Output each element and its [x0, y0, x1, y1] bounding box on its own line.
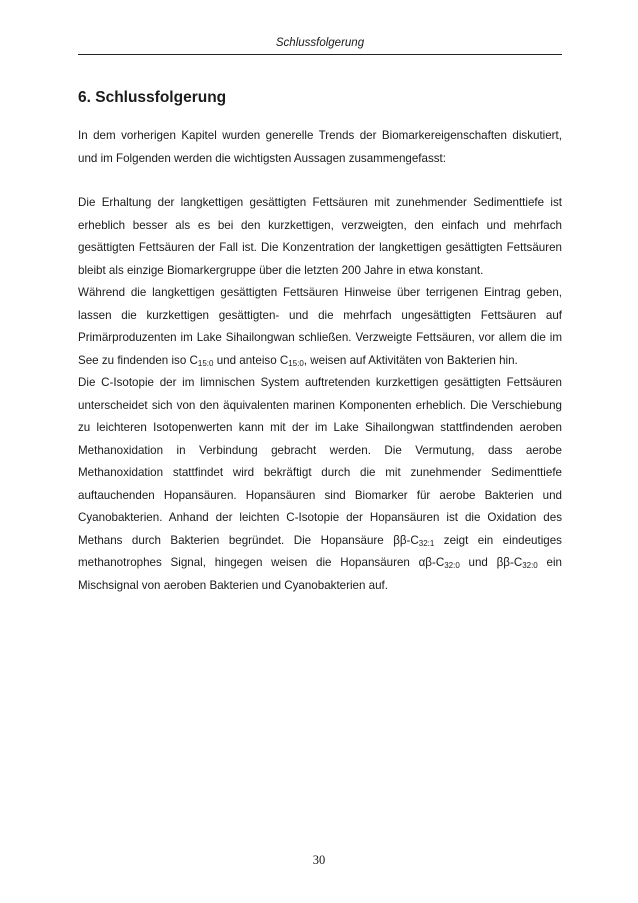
paragraph-1: Die Erhaltung der langkettigen gesättigten Fettsäuren mit zunehmender Sedimenttiefe ist erheblich besser als es bei den kurzkettigen, verzweigten, den einfach und mehrfach gesättigten Fettsäuren der Fall ist. Die Konzentration der langkettigen gesättigten Fettsäuren bleibt als einzige Biomarkergruppe über die letzten 200 Jahre in etwa konstant. [78, 196, 562, 277]
running-header: Schlussfolgerung [275, 37, 365, 49]
paragraph-3-text-b: zeigt ein eindeutiges methanotrophes Signal, hingegen weisen die Hopansäuren αβ-C [78, 533, 562, 569]
paragraph-2-text-c: , weisen auf Aktivitäten von Bakterien hin. [303, 353, 518, 367]
paragraph-intro: In dem vorherigen Kapitel wurden generelle Trends der Biomarkereigenschaften diskutiert, und im Folgenden werden die wichtigsten Aussagen zusammengefasst: [78, 129, 562, 165]
subscript-anteiso-c15: 15:0 [288, 358, 304, 368]
paragraph-3-text-a: Die C-Isotopie der im limnischen System auftretenden kurzkettigen gesättigten Fettsäuren unterscheidet sich von den äquivalenten marinen Komponenten erheblich. Die Verschiebung zu leichteren Isotopenwerten kann mit der im Lake Sihailongwan stattfindenden aeroben Methanoxidation in Verbindung gebracht werden. Die Vermutung, dass aerobe Methanoxidation stattfindet wird bekräftigt durch die mit zunehmender Sedimenttiefe auftauchenden Hopansäuren. Hopansäuren sind Biomarker für aerobe Bakterien und Cyanobakterien. Anhand der leichten C-Isotopie der Hopansäuren ist die Oxidation des Methans durch Bakterien begründet. Die Hopansäure ββ-C [78, 376, 562, 547]
paragraph-3 [78, 372, 562, 597]
paragraph-2 [78, 282, 562, 372]
paragraph-2-text-b: und anteiso C [213, 353, 289, 367]
subscript-c32-0-ab: 32:0 [444, 561, 460, 570]
section-title: 6. Schlussfolgerung [78, 89, 227, 106]
body-text [78, 125, 562, 597]
header-rule [78, 54, 562, 55]
paragraph-3-text-d: ein Mischsignal von aeroben Bakterien und Cyanobakterien auf. [78, 556, 562, 592]
subscript-c32-0-bb: 32:0 [522, 561, 538, 570]
paragraph-3-text-c: und ββ-C [459, 556, 523, 569]
paragraph-2-text-a: Während die langkettigen gesättigten Fettsäuren Hinweise über terrigenen Eintrag geben, lassen die kurzkettigen gesättigten- und die mehrfach ungesättigten Fettsäuren auf Primärproduzenten im Lake Sihailongwan schließen. Verzweigte Fettsäuren, vor allem die im See zu findenden iso C [78, 286, 562, 367]
subscript-iso-c15: 15:0 [197, 358, 214, 368]
subscript-c32-1: 32:1 [418, 538, 435, 548]
page-number: 30 [312, 853, 326, 867]
